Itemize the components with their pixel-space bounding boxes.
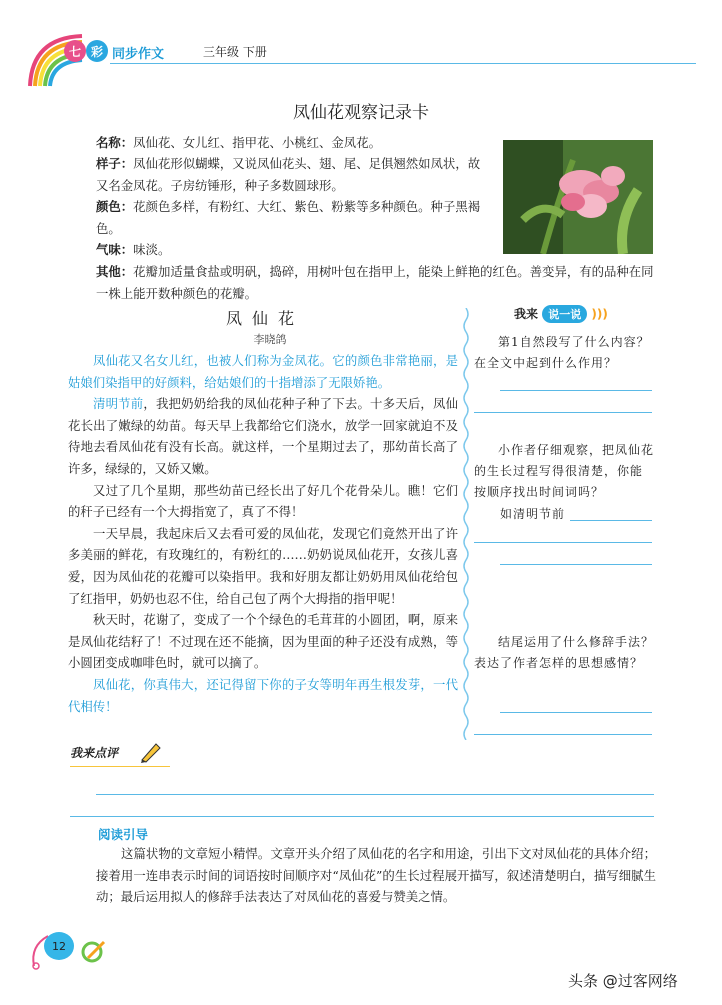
shape-text: 凤仙花形似蝴蝶，又说凤仙花头、翅、尾、足俱翘然如凤状，故又名金凤花。子房纺锤形，种子多数圆球形。: [96, 156, 481, 193]
page-number: 12: [44, 932, 74, 960]
essay-paragraph-5: 秋天时，花谢了，变成了一个个绿色的毛茸茸的小圆团，啊，原来是凤仙花结籽了！不过现在还不能摘，因为里面的种子还没有成熟，等小圆团变成咖啡色时，就可以摘了。: [68, 612, 458, 671]
name-text: 凤仙花、女儿红、指甲花、小桃红、金凤花。: [133, 135, 381, 150]
critique-underline: [70, 766, 170, 767]
color-label: 颜色：: [96, 199, 134, 214]
card-color: [96, 196, 492, 239]
question-2-example: 如清明节前: [500, 507, 566, 521]
answer-line[interactable]: [570, 520, 652, 521]
discussion-pill: 说一说: [542, 305, 587, 323]
question-1: 第1自然段写了什么内容？在全文中起到什么作用？: [474, 335, 650, 370]
critique-label: 我来点评: [70, 746, 119, 760]
essay-paragraph-2: [68, 393, 458, 479]
smell-text: 味淡。: [133, 242, 171, 257]
signal-icon: ))): [591, 307, 608, 321]
question-2: 小作者仔细观察，把凤仙花的生长过程写得很清楚，你能按顺序找出时间词吗？: [474, 443, 655, 499]
series-badge-2: 彩: [86, 40, 108, 62]
essay-paragraph-1: 凤仙花又名女儿红，也被人们称为金凤花。它的颜色非常艳丽，是姑娘们染指甲的好颜料，给姑娘们的十指增添了无限娇艳。: [68, 353, 458, 390]
essay-author: 李晓鸽: [253, 333, 287, 346]
answer-line[interactable]: [474, 412, 652, 413]
guide-text: 这篇状物的文章短小精悍。文章开头介绍了凤仙花的名字和用途，引出下文对凤仙花的具体介绍；接着用一连串表示时间的词语按时间顺序对“凤仙花”的生长过程展开描写，叙述清楚明白，描写细腻生动；最后运用拟人的修辞手法表达了对凤仙花的喜爱与赞美之情。: [96, 846, 656, 905]
series-title: 同步作文: [112, 47, 165, 62]
essay-title: 凤仙花: [225, 309, 304, 328]
critique-line[interactable]: [70, 816, 654, 817]
question-3: 结尾运用了什么修辞手法？表达了作者怎样的思想感情？: [474, 635, 655, 670]
discussion-prefix: 我来: [514, 307, 539, 321]
answer-line[interactable]: [500, 390, 652, 391]
name-label: 名称：: [96, 135, 134, 150]
balsam-flower-photo: [503, 140, 653, 254]
header-rule: [110, 63, 696, 64]
watermark: 头条 @过客网络: [568, 972, 678, 990]
discussion-header: [514, 305, 608, 323]
shape-label: 样子：: [96, 156, 134, 171]
smell-label: 气味：: [96, 242, 134, 257]
answer-line[interactable]: [474, 734, 652, 735]
card-other: [96, 261, 656, 304]
series-badge-1: 七: [64, 40, 86, 62]
essay-paragraph-4: 一天早晨，我起床后又去看可爱的凤仙花，发现它们竟然开出了许多美丽的鲜花，有玫瑰红的，有粉红的……奶奶说凤仙花开，女孩儿喜爱，因为凤仙花的花瓣可以染指甲。我和好朋友都让奶奶用凤仙花给包了红指甲，奶奶也忍不住，给自己包了两个大拇指的指甲呢！: [68, 525, 458, 606]
card-title: 凤仙花观察记录卡: [293, 103, 429, 123]
essay-paragraph-6: 凤仙花，你真伟大，还记得留下你的子女等明年再生根发芽，一代代相传！: [68, 676, 458, 714]
card-name: [96, 132, 496, 154]
essay-paragraph-2-text: ，我把奶奶给我的凤仙花种子种了下去。十多天后，凤仙花长出了嫩绿的幼苗。每天早上我都给它们浇水，放学一回家就迫不及待地去看凤仙花有没有长高。就这样，一个星期过去了，那幼苗长高了许多，绿绿的，又娇又嫩。: [68, 396, 459, 476]
time-word: 清明节前: [93, 396, 144, 412]
essay-body: [68, 350, 458, 717]
other-text: 花瓣加适量食盐或明矾，捣碎，用树叶包在指甲上，能染上鲜艳的红色。善变异，有的品种在同一株上能开数种颜色的花瓣。: [96, 264, 654, 301]
guide-body: [96, 843, 656, 908]
essay-paragraph-3: 又过了几个星期，那些幼苗已经长出了好几个花骨朵儿。瞧！它们的秆子已经有一个大拇指宽了，真了不得！: [68, 482, 458, 520]
card-shape: [96, 153, 492, 196]
color-text: 花颜色多样，有粉红、大红、紫色、粉紫等多种颜色。种子黑褐色。: [96, 199, 481, 236]
critique-line[interactable]: [96, 794, 654, 795]
grade-label: 三年级 下册: [203, 45, 267, 59]
wave-divider: [462, 308, 470, 740]
answer-line[interactable]: [500, 712, 652, 713]
card-smell: [96, 239, 492, 261]
guide-heading: 阅读引导: [98, 827, 149, 842]
answer-line[interactable]: [474, 542, 652, 543]
answer-line[interactable]: [500, 564, 652, 565]
pencil-icon: [138, 740, 164, 764]
other-label: 其他：: [96, 264, 134, 279]
